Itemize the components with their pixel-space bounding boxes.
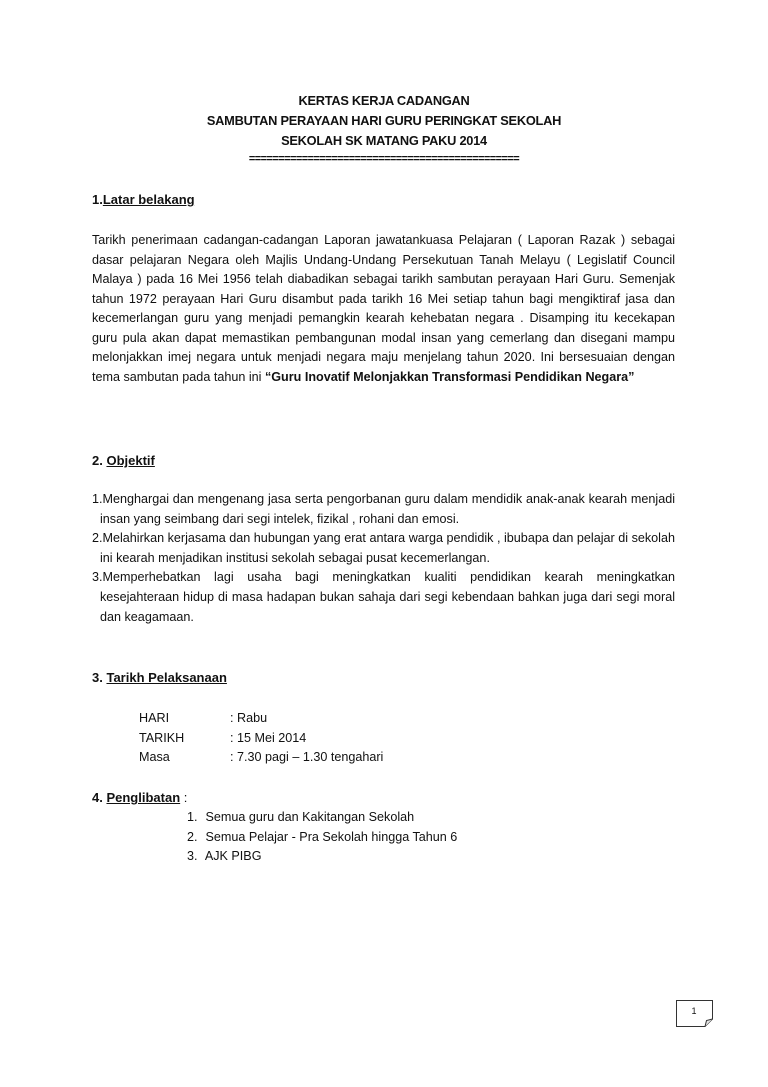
schedule-label: Masa [139, 750, 170, 765]
section-1-paragraph [92, 231, 675, 387]
section-1-number: 1. [92, 192, 103, 207]
participant-item: 1. Semua guru dan Kakitangan Sekolah [187, 810, 415, 824]
schedule-table [139, 709, 383, 768]
schedule-value: : Rabu [230, 711, 268, 725]
title-line-2: SAMBUTAN PERAYAAN HARI GURU PERINGKAT SEKOLAH [206, 113, 562, 128]
schedule-value: : 15 Mei 2014 [230, 730, 307, 745]
title-rule: ============================================== [248, 153, 520, 165]
section-3-number: 3. [92, 670, 103, 685]
page-number-box [676, 1000, 712, 1026]
schedule-row [139, 748, 383, 768]
title-line-1: KERTAS KERJA CADANGAN [298, 93, 470, 108]
participant-list [187, 808, 457, 867]
section-4-title: Penglibatan [106, 790, 181, 805]
section-3-heading [92, 670, 227, 685]
objective-item: 3.Memperhebatkan lagi usaha bagi meningkatkan kualiti pendidikan kearah meningkatkan kesejahteraan hidup di masa hadapan bukan sahaja dari segi kebendaan bahkan juga dari segi moral dan keagamaan. [92, 570, 675, 624]
section-1-title: Latar belakang [102, 192, 195, 207]
section-2-heading [92, 453, 155, 468]
objective-item: 1.Menghargai dan mengenang jasa serta pengorbanan guru dalam mendidik anak-anak kearah menjadi insan yang seimbang dari segi intelek, fizikal , rohani dan emosi. [92, 492, 675, 526]
schedule-row [139, 729, 383, 749]
title-line-3: SEKOLAH SK MATANG PAKU 2014 [281, 133, 487, 148]
section-1-theme: “Guru Inovatif Melonjakkan Transformasi Pendidikan Negara” [264, 369, 635, 384]
objective-item: 2.Melahirkan kerjasama dan hubungan yang erat antara warga pendidik , ibubapa dan pelajar di sekolah ini kearah menjadikan institusi sekolah sebagai pusat kecemerlangan. [92, 531, 675, 565]
schedule-label: TARIKH [139, 730, 185, 745]
page-number: 1 [691, 1006, 697, 1016]
section-1-text: Tarikh penerimaan cadangan-cadangan Laporan jawatankuasa Pelajaran ( Laporan Razak ) sebagai dasar pelajaran Negara oleh Majlis Undang-Undang Persekutuan Tanah Melayu ( Legislatif Council Malaya ) pada 16 Mei 1956 telah diabadikan sebagai tarikh sambutan perayaan Hari Guru. Semenjak tahun 1972 perayaan Hari Guru disambut pada tarikh 16 Mei setiap tahun bagi mengiktiraf jasa dan kecemerlangan guru yang menjadi pemangkin kearah kehebatan negara . Disamping itu kecekapan guru pula akan dapat memastikan pembangunan modal insan yang cemerlang dan disegani mampu melonjakkan imej negara untuk menjadi negara maju menjelang tahun 2020. Ini bersesuaian dengan tema sambutan pada tahun ini [92, 233, 675, 384]
schedule-row [139, 709, 383, 729]
section-4-heading [92, 790, 187, 805]
section-2-title: Objektif [106, 453, 155, 468]
section-2-number: 2. [92, 453, 103, 468]
objective-list [92, 490, 675, 627]
schedule-value: : 7.30 pagi – 1.30 tengahari [230, 750, 384, 765]
section-4-colon: : [180, 790, 188, 805]
section-4-number: 4. [92, 790, 103, 805]
section-1-heading [92, 192, 195, 207]
schedule-label: HARI [139, 711, 170, 725]
participant-item: 3. AJK PIBG [187, 849, 262, 863]
section-3-title: Tarikh Pelaksanaan [106, 670, 227, 685]
participant-item: 2. Semua Pelajar - Pra Sekolah hingga Tahun 6 [187, 829, 458, 844]
